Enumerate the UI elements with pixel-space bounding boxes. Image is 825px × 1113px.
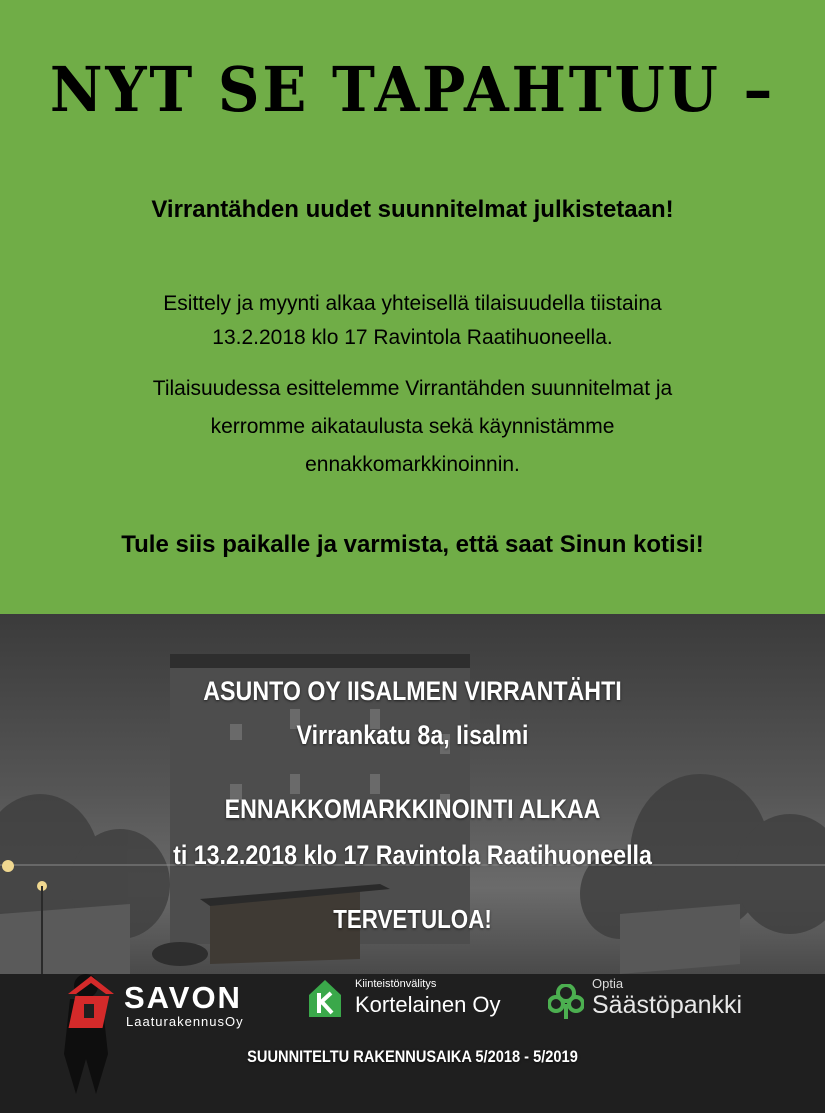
desc-line: ennakkomarkkinoinnin. <box>305 453 520 476</box>
presale-date: ti 13.2.2018 klo 17 Ravintola Raatihuoneella <box>173 840 652 870</box>
desc-line: kerromme aikataulusta sekä käynnistämme <box>210 415 615 438</box>
intro-line: Esittely ja myynti alkaa yhteisellä tilaisuudella tiistaina <box>163 292 662 315</box>
subheadline: Virrantähden uudet suunnitelmat julkistetaan! <box>151 196 674 223</box>
kortelainen-logo <box>305 974 535 1024</box>
savon-logo <box>66 974 281 1034</box>
desc-line: Tilaisuudessa esittelemme Virrantähden suunnitelmat ja <box>152 377 673 400</box>
welcome-text: TERVETULOA! <box>333 904 492 934</box>
company-name: ASUNTO OY IISALMEN VIRRANTÄHTI <box>203 676 622 706</box>
saastopankki-name: Säästöpankki <box>592 991 743 1019</box>
intro-paragraph <box>70 287 755 355</box>
construction-period: SUUNNITELTU RAKENNUSAIKA 5/2018 - 5/2019 <box>247 1047 578 1066</box>
description-paragraph <box>70 370 755 484</box>
saastopankki-small-text: Optia <box>592 976 624 991</box>
saastopankki-tree-icon <box>548 984 584 1020</box>
kortelainen-name: Kortelainen Oy <box>355 992 501 1017</box>
call-to-action: Tule siis paikalle ja varmista, että saat Sinun kotisi! <box>121 531 704 558</box>
savon-subtitle: LaaturakennusOy <box>126 1014 244 1029</box>
address: Virrankatu 8a, Iisalmi <box>296 720 529 750</box>
saastopankki-logo <box>548 976 768 1026</box>
savon-name: SAVON <box>124 980 242 1015</box>
intro-line: 13.2.2018 klo 17 Ravintola Raatihuoneella. <box>212 326 613 349</box>
building-render-panel <box>0 614 825 1113</box>
kortelainen-k-icon <box>305 977 345 1019</box>
presale-title: ENNAKKOMARKKINOINTI ALKAA <box>224 794 601 824</box>
savon-house-icon <box>66 974 116 1034</box>
kortelainen-small-text: Kiinteistönvälitys <box>355 978 437 990</box>
headline: NYT SE TAPAHTUU – <box>49 53 776 126</box>
